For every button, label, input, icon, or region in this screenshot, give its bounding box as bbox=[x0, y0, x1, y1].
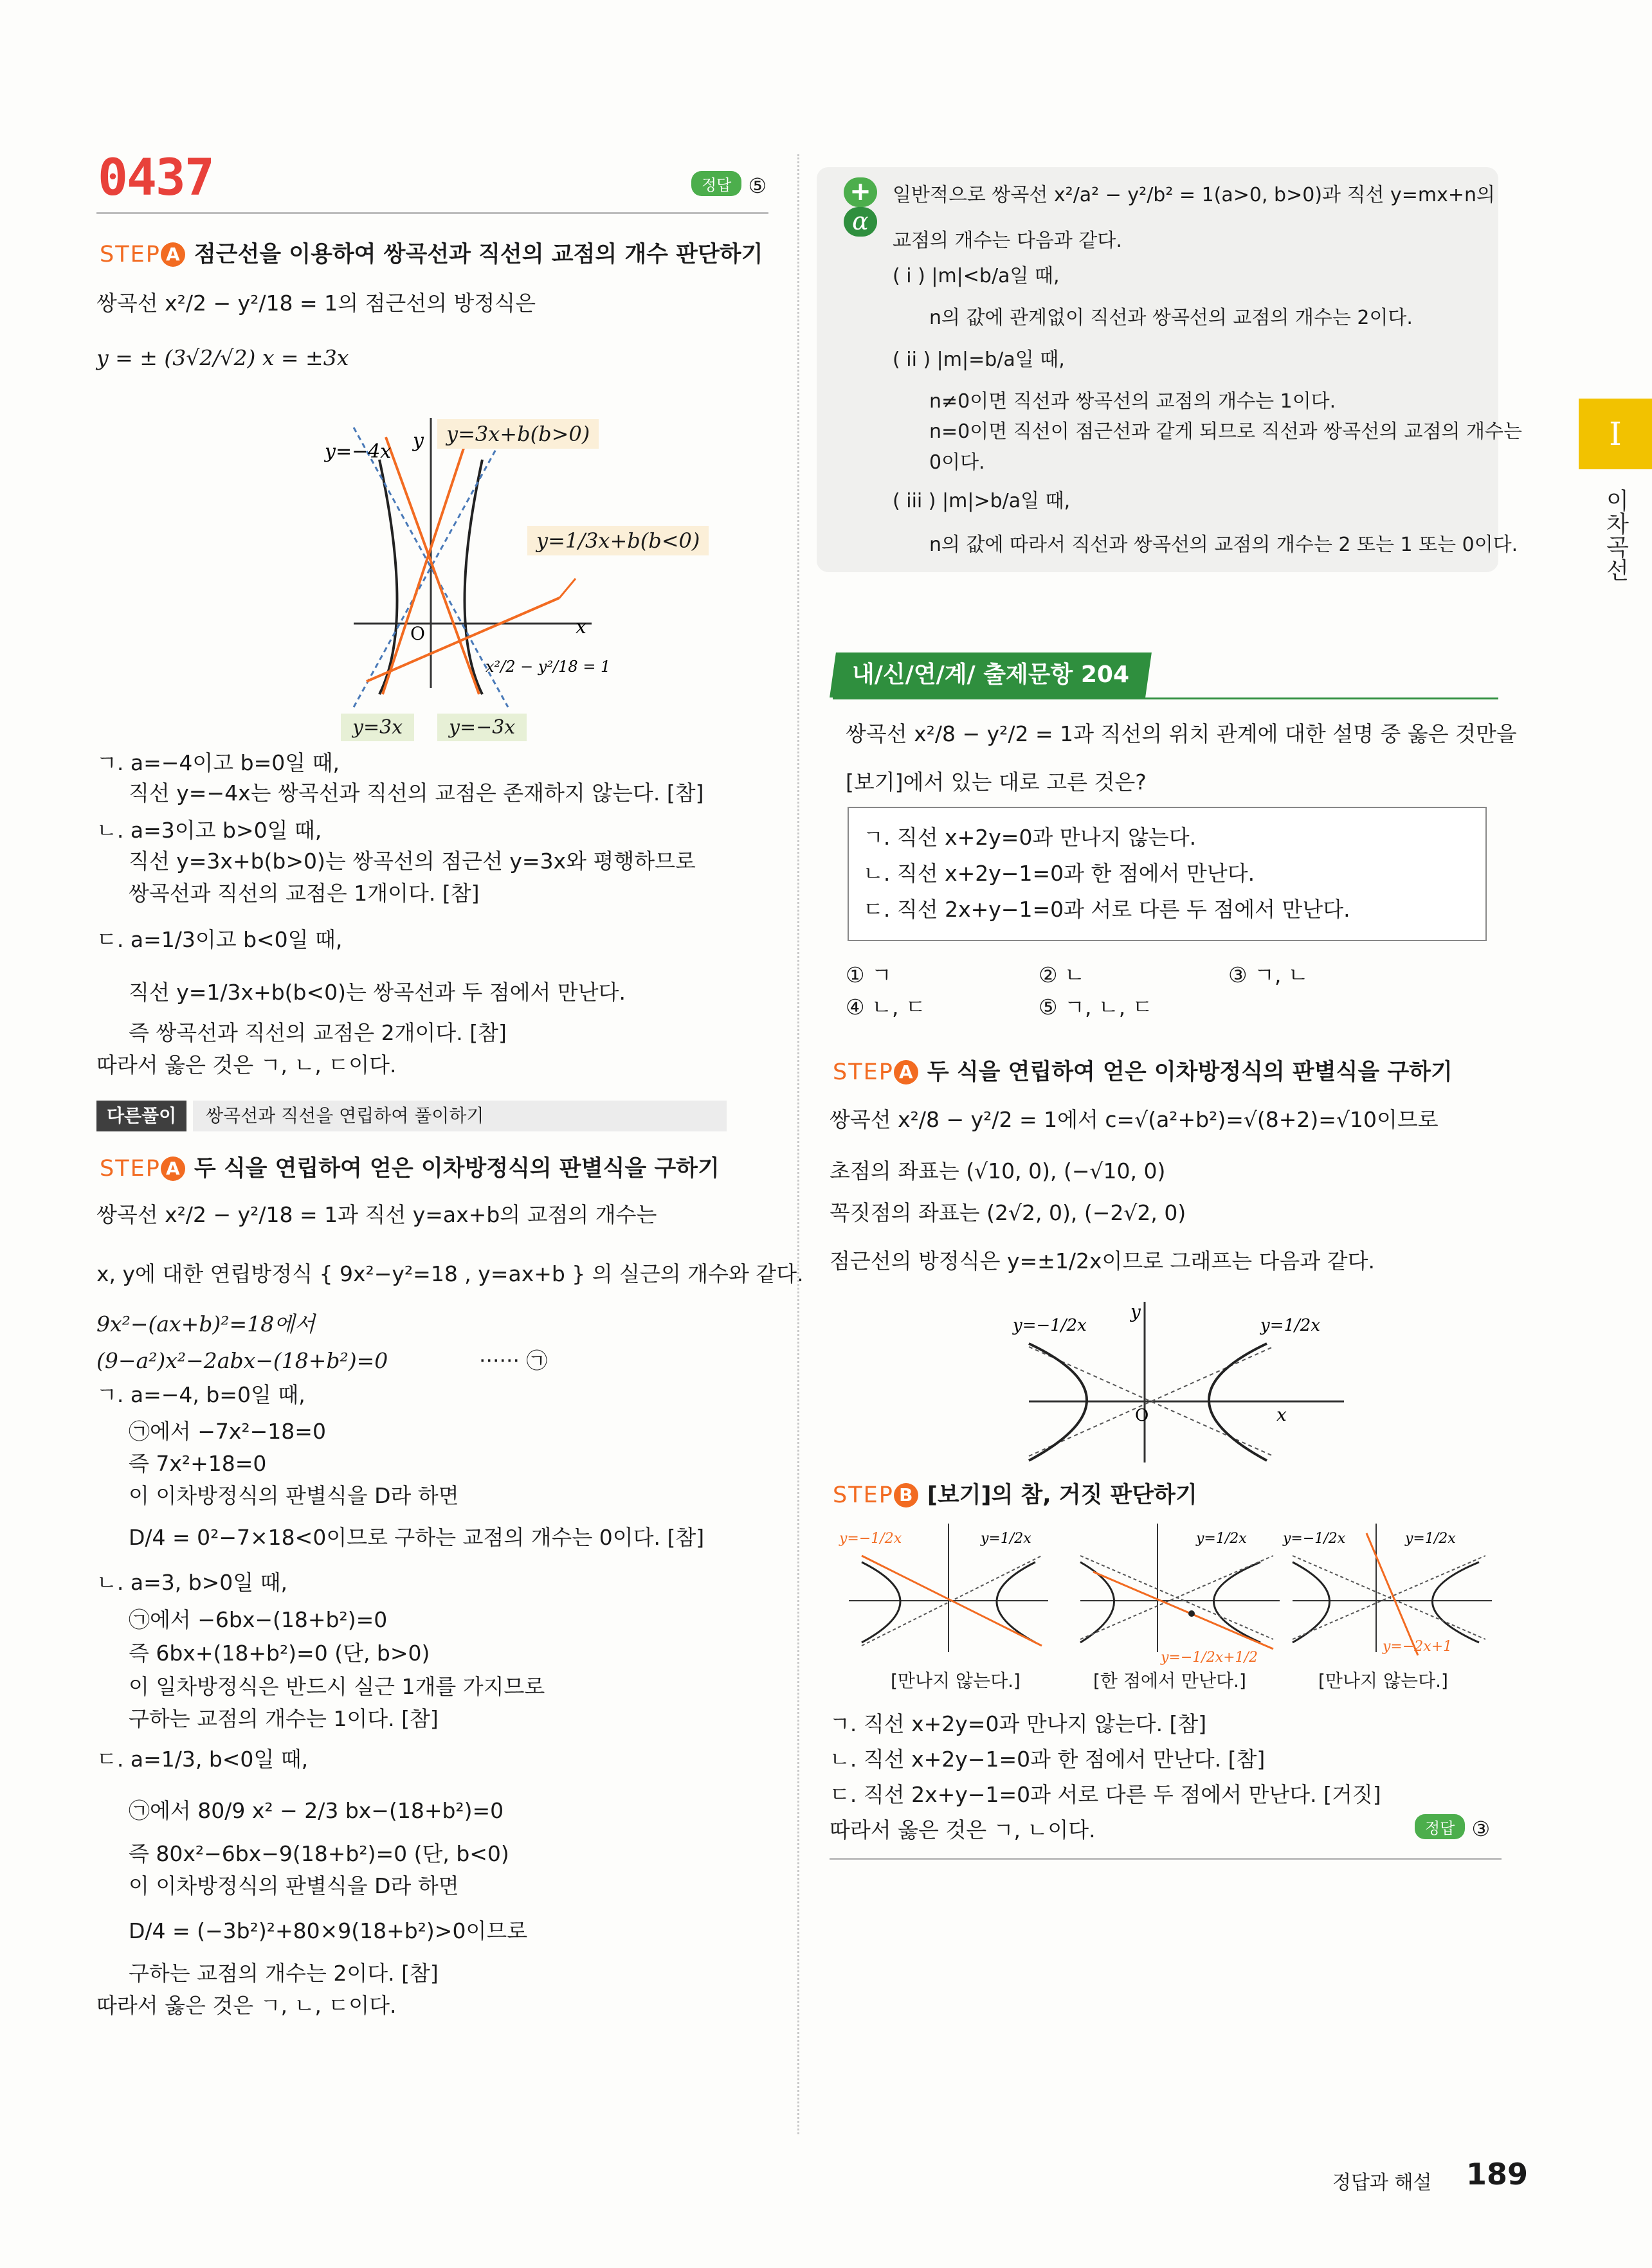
step-letter: A bbox=[894, 1060, 918, 1084]
text-line: ㄷ. a=1/3, b<0일 때, bbox=[96, 1747, 309, 1772]
option-1[interactable]: ① ㄱ bbox=[846, 962, 892, 987]
chapter-tab[interactable]: I bbox=[1579, 399, 1652, 469]
page-number: 189 bbox=[1466, 2157, 1529, 2192]
mini-graph-3 bbox=[1280, 1511, 1498, 1665]
answer-value: ③ bbox=[1471, 1817, 1491, 1841]
option-2[interactable]: ② ㄴ bbox=[1039, 962, 1085, 987]
text-line: ㄴ. 직선 x+2y−1=0과 한 점에서 만난다. [참] bbox=[830, 1747, 1266, 1772]
text-line: ㄱ. a=−4이고 b=0일 때, bbox=[96, 750, 340, 775]
label-neg-asym: y=−1/2x bbox=[1013, 1316, 1087, 1335]
hyperbola-right bbox=[997, 1562, 1035, 1643]
answer-badge: 정답 bbox=[691, 171, 741, 196]
text-line: 구하는 교점의 개수는 2이다. [참] bbox=[129, 1961, 439, 1986]
text-line: 일반적으로 쌍곡선 x²/a² − y²/b² = 1(a>0, b>0)과 직선 y=mx+n의 bbox=[893, 184, 1496, 206]
text-line: ㄷ. 직선 2x+y−1=0과 서로 다른 두 점에서 만난다. [거짓] bbox=[830, 1782, 1381, 1807]
text-line: n≠0이면 직선과 쌍곡선의 교점의 개수는 1이다. bbox=[929, 390, 1336, 413]
origin-label: O bbox=[410, 623, 425, 644]
text-line: ㉠에서 −6bx−(18+b²)=0 bbox=[129, 1607, 388, 1632]
label-black: y=1/2x bbox=[981, 1531, 1031, 1547]
label-orange: y=−1/2x bbox=[839, 1531, 902, 1547]
step-title: 두 식을 연립하여 얻은 이차방정식의 판별식을 구하기 bbox=[927, 1059, 1453, 1085]
alpha-icon: α bbox=[844, 207, 877, 237]
plus-alpha-icon bbox=[844, 177, 882, 237]
step-letter: B bbox=[894, 1483, 918, 1508]
text-line: ㄱ. a=−4, b=0일 때, bbox=[96, 1382, 305, 1407]
text-line: 이 이차방정식의 판별식을 D라 하면 bbox=[129, 1873, 459, 1898]
text-line: D/4 = 0²−7×18<0이므로 구하는 교점의 개수는 0이다. [참] bbox=[129, 1525, 705, 1550]
naesin-rule bbox=[833, 698, 1498, 699]
x-axis-label: x bbox=[576, 616, 586, 638]
step-letter: A bbox=[161, 1156, 185, 1181]
column-divider bbox=[797, 154, 799, 2134]
step-title: 점근선을 이용하여 쌍곡선과 직선의 교점의 개수 판단하기 bbox=[194, 242, 763, 267]
naesin-heading bbox=[830, 652, 1152, 698]
label-orange: y=−2x+1 bbox=[1383, 1639, 1453, 1655]
x-axis-label: x bbox=[1276, 1404, 1287, 1425]
label-pos-asym: y=1/2x bbox=[1260, 1316, 1320, 1335]
text-line: ㄴ. a=3, b>0일 때, bbox=[96, 1570, 288, 1595]
step-label: STEP bbox=[833, 1482, 894, 1508]
plus-alpha-box bbox=[817, 167, 1522, 572]
mini-caption-2: [한 점에서 만난다.] bbox=[1093, 1670, 1246, 1691]
mini-caption-3: [만나지 않는다.] bbox=[1318, 1670, 1448, 1691]
text-line: ㄴ. a=3이고 b>0일 때, bbox=[96, 818, 322, 843]
text-line: y = ± (3√2/√2) x = ±3x bbox=[96, 345, 349, 370]
text-line: 쌍곡선과 직선의 교점은 1개이다. [참] bbox=[129, 881, 480, 906]
step-label: STEP bbox=[100, 242, 161, 267]
intersection-point bbox=[1188, 1610, 1195, 1617]
text-line: 따라서 옳은 것은 ㄱ, ㄴ, ㄷ이다. bbox=[96, 1052, 397, 1077]
answer-badge: 정답 bbox=[1415, 1814, 1465, 1839]
alt-solution-tag: 다른풀이 bbox=[96, 1101, 186, 1131]
text-line: 즉 쌍곡선과 직선의 교점은 2개이다. [참] bbox=[129, 1020, 507, 1045]
text-line: 직선 y=3x+b(b>0)는 쌍곡선의 점근선 y=3x와 평행하므로 bbox=[129, 849, 696, 874]
text-line: 쌍곡선 x²/2 − y²/18 = 1의 점근선의 방정식은 bbox=[96, 291, 536, 316]
hyperbola-graph-1 bbox=[322, 411, 720, 746]
step-title: [보기]의 참, 거짓 판단하기 bbox=[927, 1482, 1197, 1508]
text-line: 0이다. bbox=[929, 451, 985, 474]
text-line: ㄱ. 직선 x+2y=0과 만나지 않는다. [참] bbox=[830, 1711, 1207, 1736]
text-line: n=0이면 직선이 점근선과 같게 되므로 직선과 쌍곡선의 교점의 개수는 bbox=[929, 420, 1522, 443]
origin-label: O bbox=[1135, 1406, 1149, 1425]
text-line: x, y에 대한 연립방정식 { 9x²−y²=18 , y=ax+b } 의 실근의 개수와 같다. bbox=[96, 1261, 804, 1286]
question-line: [보기]에서 있는 대로 고른 것은? bbox=[846, 770, 1147, 795]
label-black-2: y=1/2x bbox=[1405, 1531, 1456, 1547]
question-line: 쌍곡선 x²/8 − y²/2 = 1과 직선의 위치 관계에 대한 설명 중 옳은 것만을 bbox=[846, 721, 1517, 746]
text-line: n의 값에 관계없이 직선과 쌍곡선의 교점의 개수는 2이다. bbox=[929, 307, 1413, 329]
label-asym-neg3x: y=−3x bbox=[437, 714, 527, 741]
text-line: ㄷ. a=1/3이고 b<0일 때, bbox=[96, 927, 343, 952]
text-line: D/4 = (−3b²)²+80×9(18+b²)>0이므로 bbox=[129, 1918, 528, 1943]
mini-graph-2 bbox=[1067, 1511, 1286, 1665]
bogi-item: ㄷ. 직선 2x+y−1=0과 서로 다른 두 점에서 만난다. bbox=[863, 897, 1350, 922]
label-black: y=1/2x bbox=[1196, 1531, 1247, 1547]
text-line: 따라서 옳은 것은 ㄱ, ㄴ이다. bbox=[830, 1817, 1096, 1842]
answer-value: ⑤ bbox=[748, 174, 767, 198]
step-label: STEP bbox=[100, 1156, 161, 1182]
label-orange: y=−1/2x+1/2 bbox=[1161, 1650, 1258, 1665]
header-rule bbox=[96, 212, 768, 214]
text-line: 즉 6bx+(18+b²)=0 (단, b>0) bbox=[129, 1641, 430, 1666]
text-line: 쌍곡선 x²/8 − y²/2 = 1에서 c=√(a²+b²)=√(8+2)=√10이므로 bbox=[830, 1107, 1439, 1132]
right-bottom-rule bbox=[830, 1858, 1502, 1860]
text-line: 쌍곡선 x²/2 − y²/18 = 1과 직선 y=ax+b의 교점의 개수는 bbox=[96, 1202, 657, 1227]
answer-area bbox=[691, 171, 767, 198]
text-line: 이 이차방정식의 판별식을 D라 하면 bbox=[129, 1483, 459, 1508]
text-line: 9x²−(ax+b)²=18에서 bbox=[96, 1311, 315, 1336]
text-line: 꼭짓점의 좌표는 (2√2, 0), (−2√2, 0) bbox=[830, 1200, 1186, 1225]
text-line: 구하는 교점의 개수는 1이다. [참] bbox=[129, 1706, 439, 1731]
text-line: ㉠에서 80/9 x² − 2/3 bx−(18+b²)=0 bbox=[129, 1798, 504, 1823]
text-line: ( i ) |m|<b/a일 때, bbox=[893, 265, 1060, 287]
text-line: 직선 y=−4x는 쌍곡선과 직선의 교점은 존재하지 않는다. [참] bbox=[129, 780, 704, 806]
text-line: (9−a²)x²−2abx−(18+b²)=0 bbox=[96, 1348, 388, 1373]
hyperbola-right bbox=[1433, 1562, 1480, 1643]
text-line: ( ii ) |m|=b/a일 때, bbox=[893, 348, 1065, 371]
text-line: ( iii ) |m|>b/a일 때, bbox=[893, 490, 1071, 512]
text-line: n의 값에 따라서 직선과 쌍곡선의 교점의 개수는 2 또는 1 또는 0이다. bbox=[929, 534, 1518, 556]
label-3x-b: y=3x+b(b>0) bbox=[437, 419, 599, 449]
hyperbola-right bbox=[1214, 1562, 1261, 1643]
option-3[interactable]: ③ ㄱ, ㄴ bbox=[1228, 962, 1309, 987]
hyperbola-left bbox=[1293, 1562, 1330, 1643]
bogi-box bbox=[848, 807, 1487, 941]
right-step-b-heading bbox=[833, 1477, 1197, 1509]
y-axis-label: y bbox=[413, 429, 424, 452]
label-third-b: y=1/3x+b(b<0) bbox=[527, 526, 709, 555]
alt-step-heading bbox=[100, 1151, 720, 1183]
footer-label: 정답과 해설 bbox=[1332, 2172, 1432, 2194]
option-4[interactable]: ④ ㄴ, ㄷ bbox=[846, 995, 926, 1020]
equation-tag: ······ ㉠ bbox=[479, 1348, 548, 1373]
problem-number: 0437 bbox=[98, 149, 213, 207]
step-title: 두 식을 연립하여 얻은 이차방정식의 판별식을 구하기 bbox=[194, 1156, 720, 1182]
naesin-label: 내/신/연/계/ 출제문항 204 bbox=[852, 662, 1130, 688]
label-black-1: y=−1/2x bbox=[1283, 1531, 1346, 1547]
label-neg4x: y=−4x bbox=[325, 440, 392, 463]
step-a-heading bbox=[100, 237, 763, 269]
pointer-line bbox=[559, 579, 576, 598]
bogi-item: ㄴ. 직선 x+2y−1=0과 한 점에서 만난다. bbox=[863, 861, 1255, 886]
plus-icon: + bbox=[844, 177, 877, 207]
step-letter: A bbox=[161, 242, 185, 267]
mini-graph-1 bbox=[836, 1511, 1055, 1665]
text-line: 초점의 좌표는 (√10, 0), (−√10, 0) bbox=[830, 1158, 1166, 1184]
text-line: 즉 80x²−6bx−9(18+b²)=0 (단, b<0) bbox=[129, 1841, 509, 1866]
line-orange bbox=[1366, 1533, 1418, 1655]
text-line: 이 일차방정식은 반드시 실근 1개를 가지므로 bbox=[129, 1674, 545, 1699]
text-line: 교점의 개수는 다음과 같다. bbox=[893, 230, 1122, 252]
bogi-item: ㄱ. 직선 x+2y=0과 만나지 않는다. bbox=[863, 825, 1197, 850]
text-line: 직선 y=1/3x+b(b<0)는 쌍곡선과 두 점에서 만난다. bbox=[129, 980, 626, 1005]
text-line: 점근선의 방정식은 y=±1/2x이므로 그래프는 다음과 같다. bbox=[830, 1248, 1375, 1274]
y-axis-label: y bbox=[1130, 1301, 1141, 1322]
hyperbola-graph-2 bbox=[1003, 1292, 1363, 1472]
hyperbola-label: x²/2 − y²/18 = 1 bbox=[486, 658, 611, 676]
label-asym-3x: y=3x bbox=[341, 714, 414, 741]
right-answer bbox=[1415, 1814, 1490, 1841]
line-orange bbox=[1093, 1572, 1273, 1649]
right-step-a-heading bbox=[833, 1054, 1453, 1086]
hyperbola-left bbox=[862, 1562, 900, 1643]
option-5[interactable]: ⑤ ㄱ, ㄴ, ㄷ bbox=[1039, 995, 1153, 1020]
text-line: 즉 7x²+18=0 bbox=[129, 1451, 267, 1476]
text-line: 따라서 옳은 것은 ㄱ, ㄴ, ㄷ이다. bbox=[96, 1993, 397, 2018]
chapter-title: 이차곡선 bbox=[1602, 489, 1629, 581]
mini-caption-1: [만나지 않는다.] bbox=[891, 1670, 1021, 1691]
alt-solution-title: 쌍곡선과 직선을 연립하여 풀이하기 bbox=[193, 1101, 727, 1131]
text-line: ㉠에서 −7x²−18=0 bbox=[129, 1419, 326, 1444]
step-label: STEP bbox=[833, 1059, 894, 1085]
